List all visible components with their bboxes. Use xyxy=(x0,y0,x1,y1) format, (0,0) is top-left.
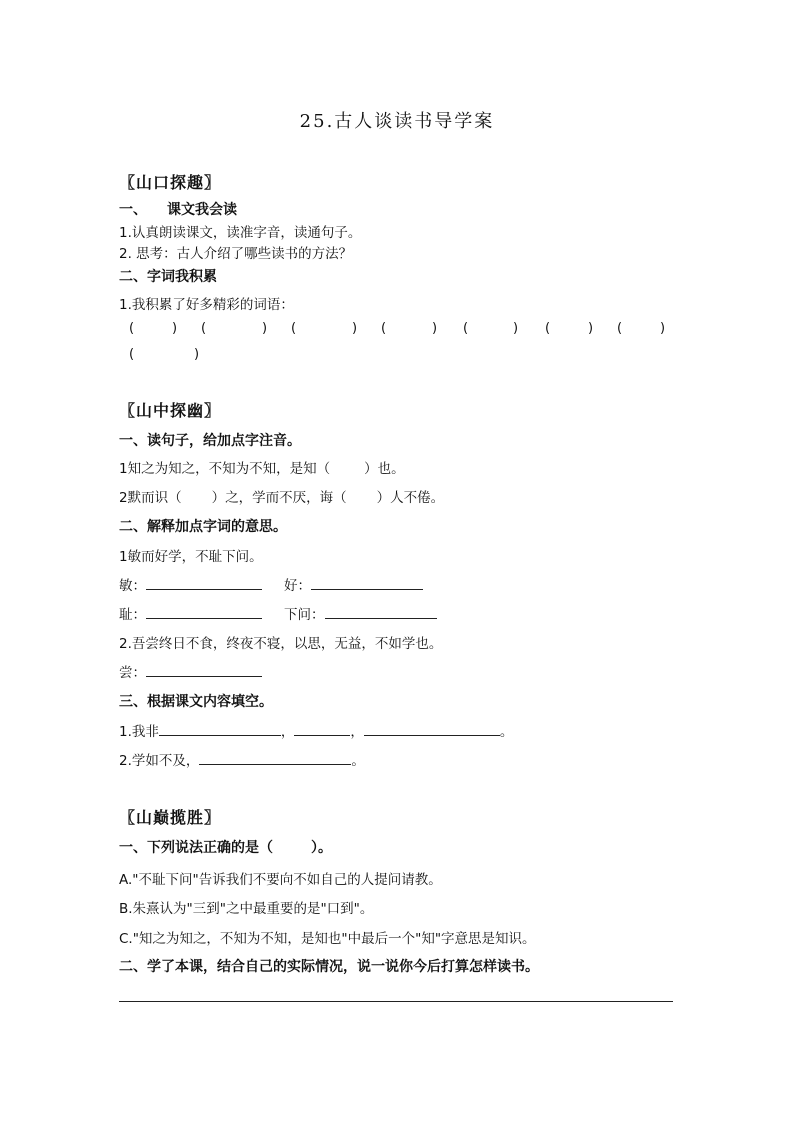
question-text: ）人不倦。 xyxy=(376,490,445,506)
question-text: ）之，学而不厌，诲（ xyxy=(211,490,347,506)
question-text: ）也。 xyxy=(364,461,405,477)
fill-row-xue-ru-bu-ji xyxy=(119,749,365,769)
question-text: 2默而识（ xyxy=(119,490,182,506)
fill-text: ， xyxy=(280,724,295,740)
paren-close: ) xyxy=(352,321,358,336)
paren-close: ) xyxy=(262,321,268,336)
choice-option-b[interactable]: B.朱熹认为"三到"之中最重要的是"口到"。 xyxy=(119,901,374,917)
answer-blank-chang[interactable] xyxy=(146,662,262,677)
fill-blank-1[interactable] xyxy=(159,721,281,736)
paren-close: ) xyxy=(513,321,519,336)
choice-question-text: ）。 xyxy=(311,840,332,856)
paren-open: ( xyxy=(463,321,469,336)
subheading-choice xyxy=(119,837,332,857)
paren-close: ) xyxy=(432,321,438,336)
choice-question-text: 一、下列说法正确的是（ xyxy=(119,840,273,856)
fill-blank-2[interactable] xyxy=(294,721,350,736)
answer-row-chang xyxy=(119,661,262,681)
task-think: 2. 思考：古人介绍了哪些读书的方法？ xyxy=(119,246,353,262)
subheading-reflection: 二、学了本课，结合自己的实际情况，说一说你今后打算怎样读书。 xyxy=(119,959,539,975)
subheading-1-number: 一、 xyxy=(119,202,147,218)
subheading-1 xyxy=(119,199,237,219)
section-heading-shandian: 〖山巅揽胜〗 xyxy=(119,808,222,827)
section-heading-shankou: 〖山口探趣〗 xyxy=(119,173,222,192)
paren-close: ) xyxy=(172,321,178,336)
fill-blank-4[interactable] xyxy=(199,750,351,765)
page-title: 25.古人谈读书导学案 xyxy=(299,111,495,132)
answer-blank-hao[interactable] xyxy=(311,575,423,590)
paren-close: ) xyxy=(660,321,666,336)
fill-text: ， xyxy=(350,724,364,740)
paren-open: ( xyxy=(381,321,387,336)
subheading-pinyin: 一、读句子，给加点字注音。 xyxy=(119,433,301,449)
label-xiawen: 下问： xyxy=(284,607,325,623)
fill-text: 。 xyxy=(499,724,514,740)
question-text: 1知之为知之，不知为不知，是知（ xyxy=(119,461,331,477)
question-mo-er-zhi xyxy=(119,486,444,506)
fill-row-wo-fei xyxy=(119,720,513,740)
answer-row-min-hao xyxy=(119,574,423,594)
paren-open: ( xyxy=(545,321,551,336)
task-read-aloud: 1.认真朗读课文，读准字音，读通句子。 xyxy=(119,225,362,241)
fill-text: 。 xyxy=(351,753,365,769)
choice-option-c[interactable]: C."知之为知之，不知为不知，是知也"中最后一个"知"字意思是知识。 xyxy=(119,931,536,947)
answer-blank-xiawen[interactable] xyxy=(325,604,437,619)
section-heading-shanzhong: 〖山中探幽〗 xyxy=(119,401,222,420)
paren-open: ( xyxy=(617,321,623,336)
subheading-explain: 二、解释加点字词的意思。 xyxy=(119,519,287,535)
fill-text: 2.学如不及， xyxy=(119,753,200,769)
subheading-2: 二、字词我积累 xyxy=(119,269,217,285)
choice-option-a[interactable]: A."不耻下问"告诉我们不要向不如自己的人提问请教。 xyxy=(119,872,442,888)
paren-close: ) xyxy=(588,321,594,336)
label-chang: 尝： xyxy=(119,665,146,681)
answer-blank-min[interactable] xyxy=(146,575,262,590)
paren-open: ( xyxy=(201,321,207,336)
paren-open: ( xyxy=(129,347,135,362)
fill-text: 1.我非 xyxy=(119,724,159,740)
answer-blank-chi[interactable] xyxy=(146,604,262,619)
paren-open: ( xyxy=(291,321,297,336)
question-zhi-zhi xyxy=(119,457,405,477)
answer-row-chi-xiawen xyxy=(119,603,437,623)
answer-line-reflection[interactable] xyxy=(119,1001,673,1002)
label-hao: 好： xyxy=(284,578,311,594)
paren-close: ) xyxy=(194,347,200,362)
question-min-er-hao-xue: 1敏而好学，不耻下问。 xyxy=(119,549,263,565)
paren-open: ( xyxy=(129,321,135,336)
fill-blank-3[interactable] xyxy=(364,721,500,736)
label-min: 敏： xyxy=(119,578,146,594)
question-wu-chang: 2.吾尝终日不食，终夜不寝，以思，无益，不如学也。 xyxy=(119,636,443,652)
task-words: 1.我积累了好多精彩的词语： xyxy=(119,297,294,313)
subheading-fill: 三、根据课文内容填空。 xyxy=(119,694,273,710)
subheading-1-text: 课文我会读 xyxy=(167,202,237,218)
label-chi: 耻： xyxy=(119,607,146,623)
